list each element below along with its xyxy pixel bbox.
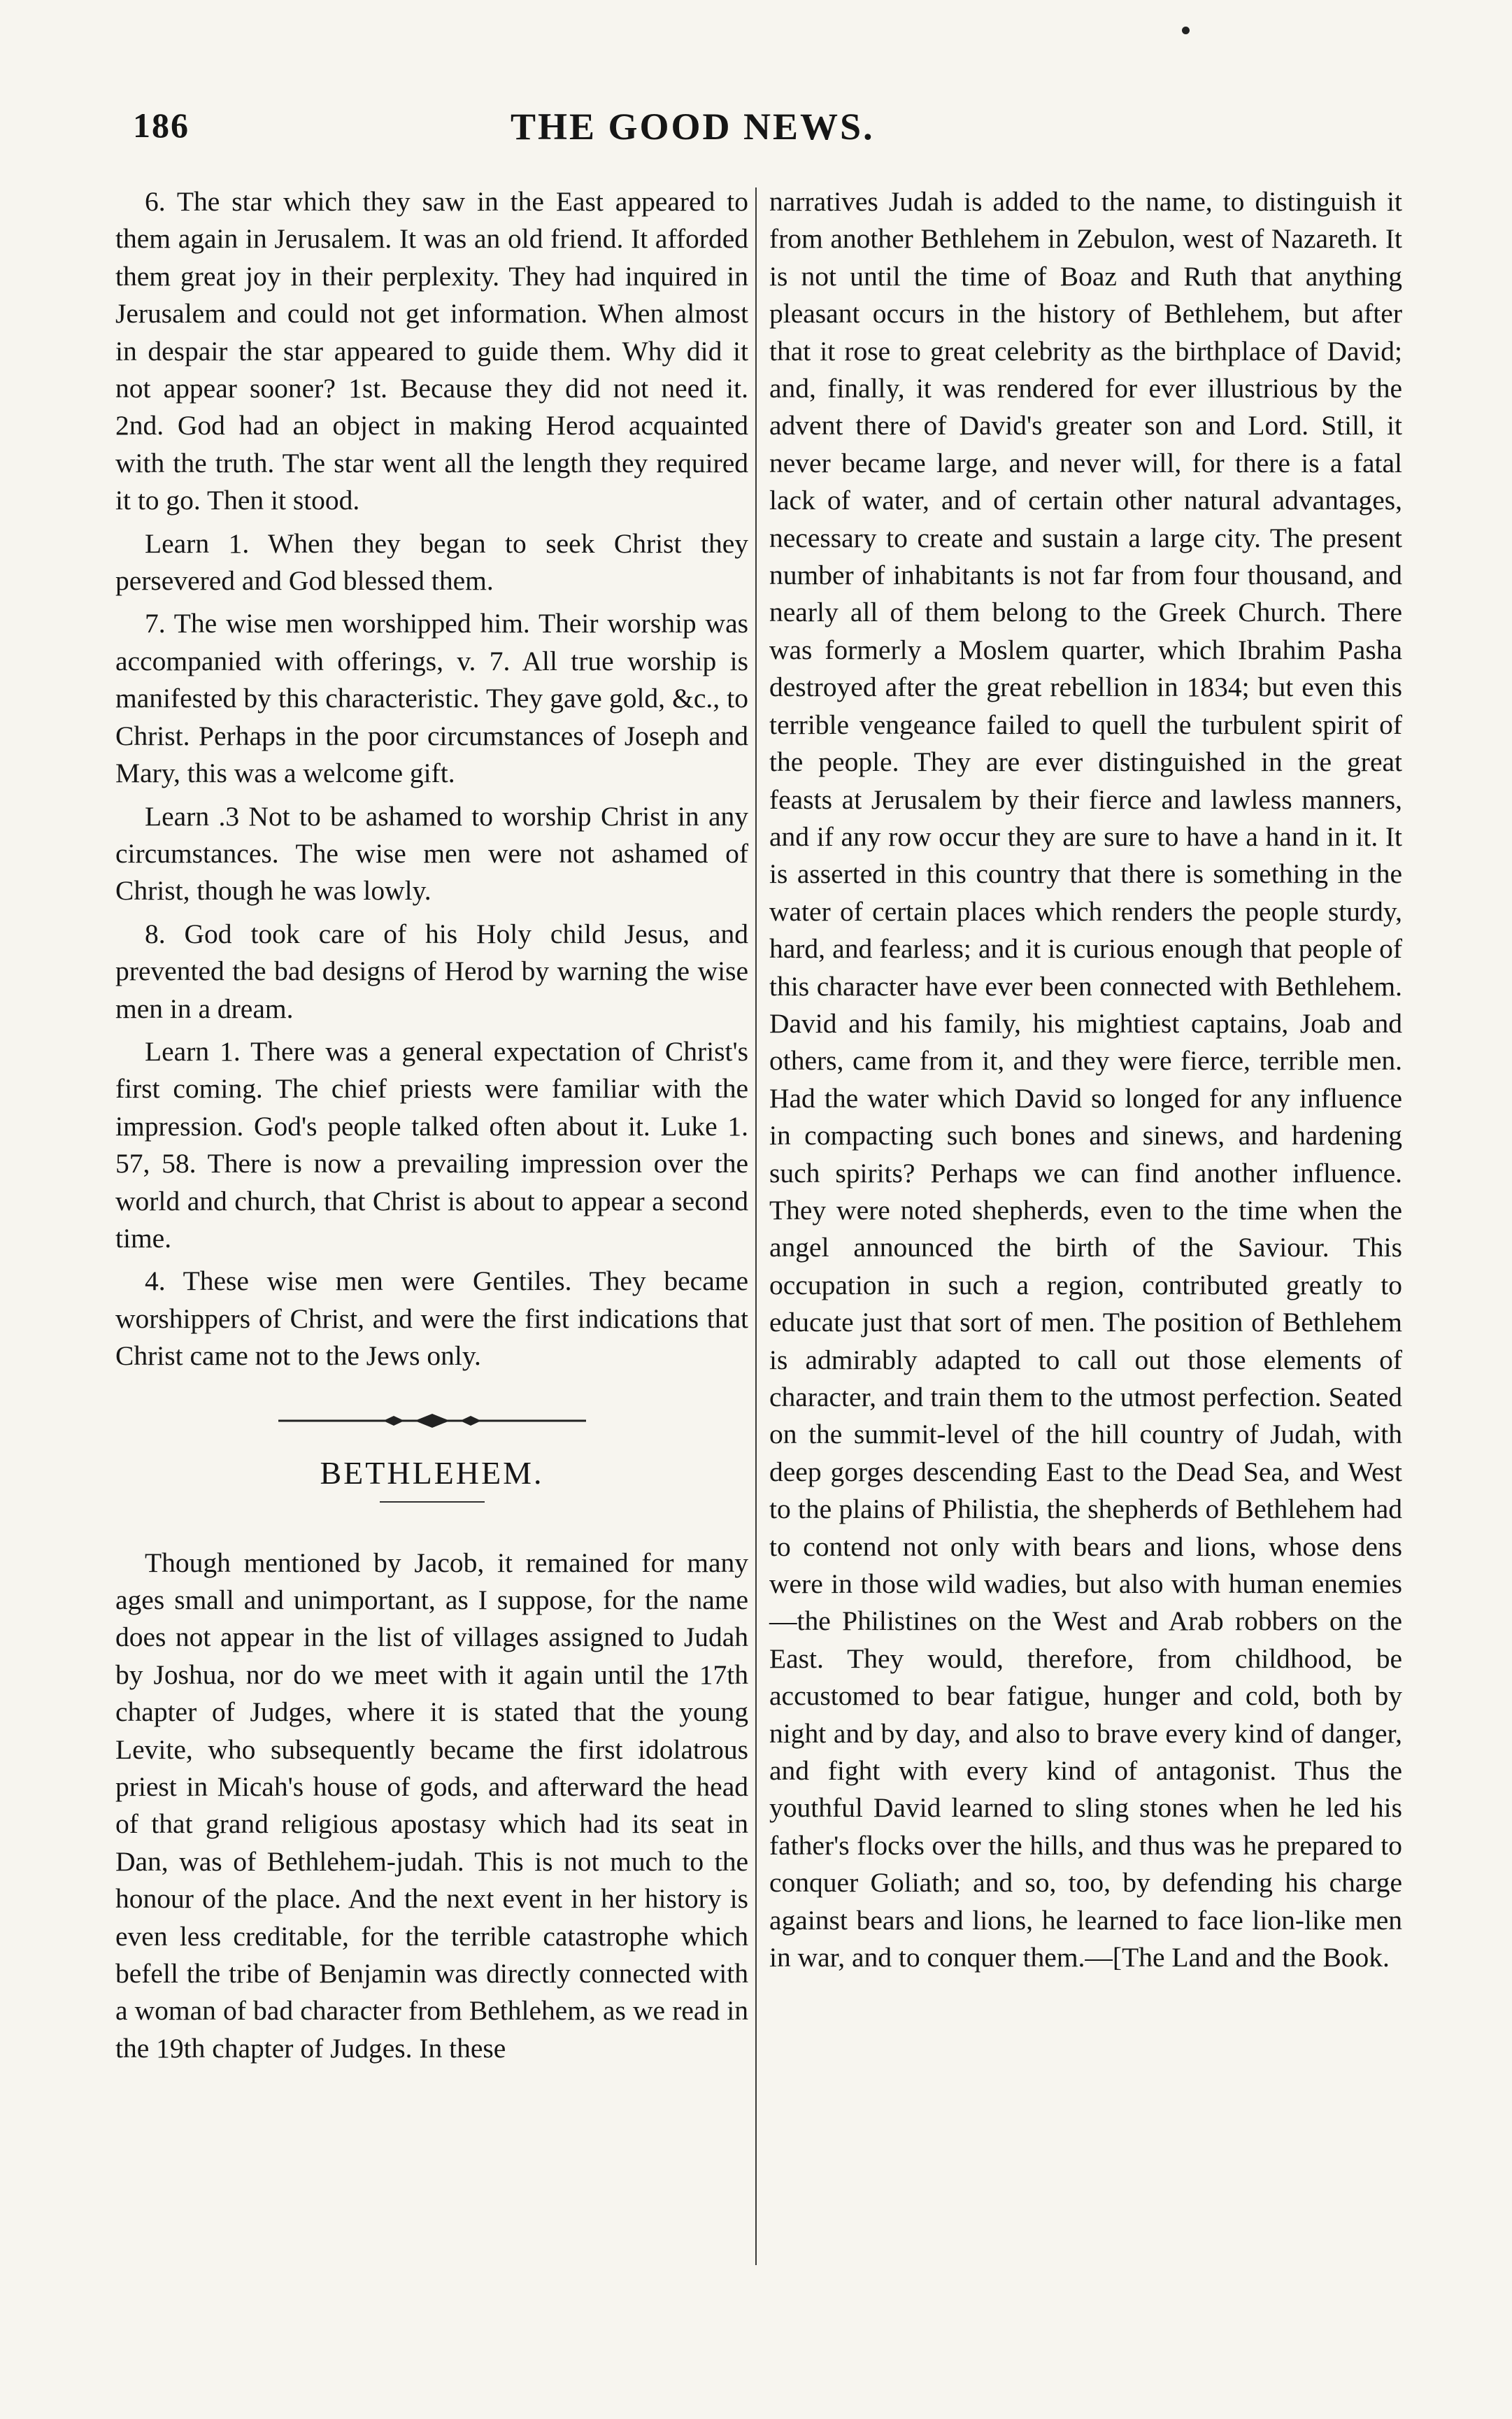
right-column [769,183,1402,1977]
ornamental-divider [278,1410,586,1431]
bethlehem-article-continued: narratives Judah is added to the name, to distinguish it from another Bethlehem in Zebulon, west of Nazareth. It is not until the time of Boaz and Ruth that anything pleasant occurs in the history of Bethlehem, but after that it rose to great celebrity as the birthplace of David; and, finally, it was rendered for ever illustrious by the advent there of David's greater son and Lord. Still, it never became large, and never will, for there is a fatal lack of water, and of certain other natural advantages, necessary to create and sustain a large city. The present number of inhabitants is not far from four thousand, and nearly all of them belong to the Greek Church. There was formerly a Moslem quarter, which Ibrahim Pasha destroyed after the great rebellion in 1834; but even this terrible vengeance failed to quell the turbulent spirit of the people. They are ever distinguished in the great feasts at Jerusalem by their fierce and lawless manners, and if any row occur they are sure to have a hand in it. It is asserted in this country that there is something in the water of certain places which renders the people sturdy, hard, and fearless; and it is curious enough that people of this character have ever been connected with Bethlehem. David and his family, his mightiest captains, Joab and others, came from it, and they were fierce, terrible men. Had the water which David so longed for any influence in compacting such bones and sinews, and hardening such spirits? Perhaps we can find another influence. They were noted shepherds, even to the time when the angel announced the birth of the Saviour. This occupation in such a region, contributed greatly to educate just that sort of men. The position of Bethlehem is admirably adapted to call out those elements of character, and train them to the utmost perfection. Seated on the summit-level of the hill country of Judah, with deep gorges descending East to the Dead Sea, and West to the plains of Philistia, the shepherds of Bethlehem had to contend not only with bears and lions, whose dens were in those wild wadies, but also with human enemies—the Philistines on the West and Arab robbers on the East. They would, therefore, from childhood, be accustomed to bear fatigue, hunger and cold, both by night and by day, and also to brave every kind of danger, and fight with every kind of antagonist. Thus the youthful David learned to sling stones when he led his father's flocks over the hills, and thus was he prepared to conquer Goliath; and so, too, by defending his charge against bears and lions, he learned to face lion-like men in war, and to conquer them.—[The Land and the Book. [769,186,1402,1973]
heading-underline [380,1501,485,1503]
left-column [115,183,748,2067]
paragraph-6-star: 6. The star which they saw in the East appeared to them again in Jerusalem. It was an old friend. It afforded them great joy in their perplexity. They had inquired in Jerusalem and could not get information. When almost in despair the star appeared to guide them. Why did it not appear sooner? 1st. Because they did not need it. 2nd. God had an object in making Herod acquainted with the truth. The star went all the length they required it to go. Then it stood. [115,186,748,516]
section-heading-bethlehem: BETHLEHEM. [320,1454,544,1491]
paragraph-learn-expectation: Learn 1. There was a general expectation of Christ's first coming. The chief priests were familiar with the impression. God's people talked often about it. Luke 1. 57, 58. There is now a prevailing impression over the world and church, that Christ is about to appear a second time. [115,1035,748,1254]
page-number: 186 [133,106,190,145]
paragraph-4-gentiles: 4. These wise men were Gentiles. They became worshippers of Christ, and were the first indications that Christ came not to the Jews only. [115,1265,748,1372]
bethlehem-article-start: Though mentioned by Jacob, it remained for many ages small and unimportant, as I suppose, for the name does not appear in the list of villages assigned to Judah by Joshua, nor do we meet with it again until the 17th chapter of Judges, where it is stated that the young Levite, who subsequently became the first idolatrous priest in Micah's house of gods, and afterward the head of that grand religious apostasy which had its seat in Dan, was of Bethlehem-judah. This is not much to the honour of the place. And the next event in her history is even less creditable, for the terrible catastrophe which befell the tribe of Benjamin was directly connected with a woman of bad character from Bethlehem, as we read in the 19th chapter of Judges. In these [115,1547,748,2064]
paragraph-learn-3: Learn .3 Not to be ashamed to worship Christ in any circumstances. The wise men were not ashamed of Christ, though he was lowly. [115,800,748,907]
running-title: THE GOOD NEWS. [511,106,875,148]
page-header [133,105,1392,161]
paragraph-8-dream: 8. God took care of his Holy child Jesus, and prevented the bad designs of Herod by warning the wise men in a dream. [115,918,748,1024]
paragraph-7-worship: 7. The wise men worshipped him. Their worship was accompanied with offerings, v. 7. All true worship is manifested by this characteristic. They gave gold, &c., to Christ. Perhaps in the poor circumstances of Joseph and Mary, this was a welcome gift. [115,608,748,789]
column-divider [755,187,757,2265]
ink-speck [1182,27,1190,34]
paragraph-learn-1: Learn 1. When they began to seek Christ they persevered and God blessed them. [115,527,748,597]
